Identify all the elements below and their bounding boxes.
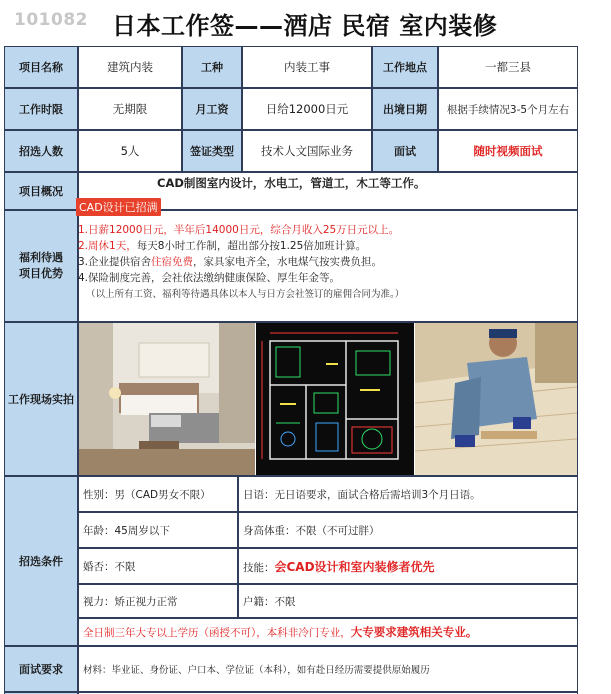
label-work-period: 工作时限 [4,88,78,130]
label-project-name: 项目名称 [4,46,78,88]
overview-text: CAD制图室内设计，水电工，管道工，木工等工作。 [157,176,426,190]
req-education-red: 全日制三年大专以上学历（函授不可），本科非冷门专业， [83,626,351,639]
photo-cad-floorplan [256,323,414,475]
req-japanese: 日语：无日语要求，面试合格后需培训3个月日语。 [238,476,578,512]
welfare-line2 [78,238,366,254]
req-gender: 性别：男（CAD男女不限） [78,476,238,512]
label-job-type: 工种 [182,46,242,88]
label-welfare [4,210,78,322]
label-visa-type: 签证类型 [182,130,242,172]
label-requirements: 招选条件 [4,476,78,646]
value-job-type: 内装工事 [242,46,372,88]
header [0,0,611,46]
req-education [78,618,578,646]
doc-id-watermark: 101082 [14,10,88,30]
req-education-highlight: 大专要求建筑相关专业。 [350,625,478,639]
label-welfare-line2: 项目优势 [19,267,63,280]
welfare-line3-b: ，家具家电齐全，水电煤气按实费负担。 [193,256,383,268]
label-interview: 面试 [372,130,438,172]
label-departure-date: 出境日期 [372,88,438,130]
welfare-line2-red: 2.周休1天， [78,240,137,252]
req-vision: 视力：矫正视力正常 [78,584,238,618]
label-monthly-wage: 月工资 [182,88,242,130]
interview-req-cell [78,646,578,692]
welfare-line3 [78,254,382,270]
value-visa-type: 技术人文国际业务 [242,130,372,172]
label-interview-req: 面试要求 [4,646,78,692]
req-skill-highlight: 会CAD设计和室内装修者优先 [274,559,435,574]
label-overview: 项目概况 [4,172,78,210]
page-title: 日本工作签——酒店 民宿 室内装修 [112,12,498,40]
welfare-line4: 4.保险制度完善，会社依法缴纳健康保险、厚生年金等。 [78,272,341,284]
req-hukou: 户籍：不限 [238,584,578,618]
value-departure-date: 根据手续情况3-5个月左右 [438,88,578,130]
photo-hotel-room [79,323,255,475]
label-work-location: 工作地点 [372,46,438,88]
welfare-line2-rest: 每天8小时工作制，超出部分按1.25倍加班计算。 [136,240,367,252]
value-project-name: 建筑内装 [78,46,182,88]
welfare-note: （以上所有工资、福利等待遇具体以本人与日方会社签订的雇佣合同为准。） [86,289,405,300]
label-welfare-line1: 福利待遇 [19,251,63,264]
value-work-period: 无期限 [78,88,182,130]
req-age: 年龄：45周岁以下 [78,512,238,548]
req-height-weight: 身高体重：不限（不可过胖） [238,512,578,548]
cad-full-badge: CAD设计已招满 [76,198,161,216]
photo-worker-flooring [415,323,577,475]
welfare-line3-a: 3.企业提供宿舍 [78,256,152,268]
value-monthly-wage: 日给12000日元 [242,88,372,130]
label-headcount: 招选人数 [4,130,78,172]
welfare-line3-red: 住宿免费 [151,256,194,268]
value-headcount: 5人 [78,130,182,172]
req-skill [238,548,578,584]
label-site-photos: 工作现场实拍 [4,322,78,476]
value-interview: 随时视频面试 [438,130,578,172]
req-marriage: 婚否：不限 [78,548,238,584]
welfare-line1: 1.日薪12000日元，半年后14000日元，综合月收入25万日元以上。 [78,224,400,236]
interview-req-text: 材料：毕业证、身份证、户口本、学位证（本科），如有赴日经历需要提供原始履历 [83,665,430,676]
req-skill-prefix: 技能： [243,561,275,574]
value-work-location: 一都三县 [438,46,578,88]
